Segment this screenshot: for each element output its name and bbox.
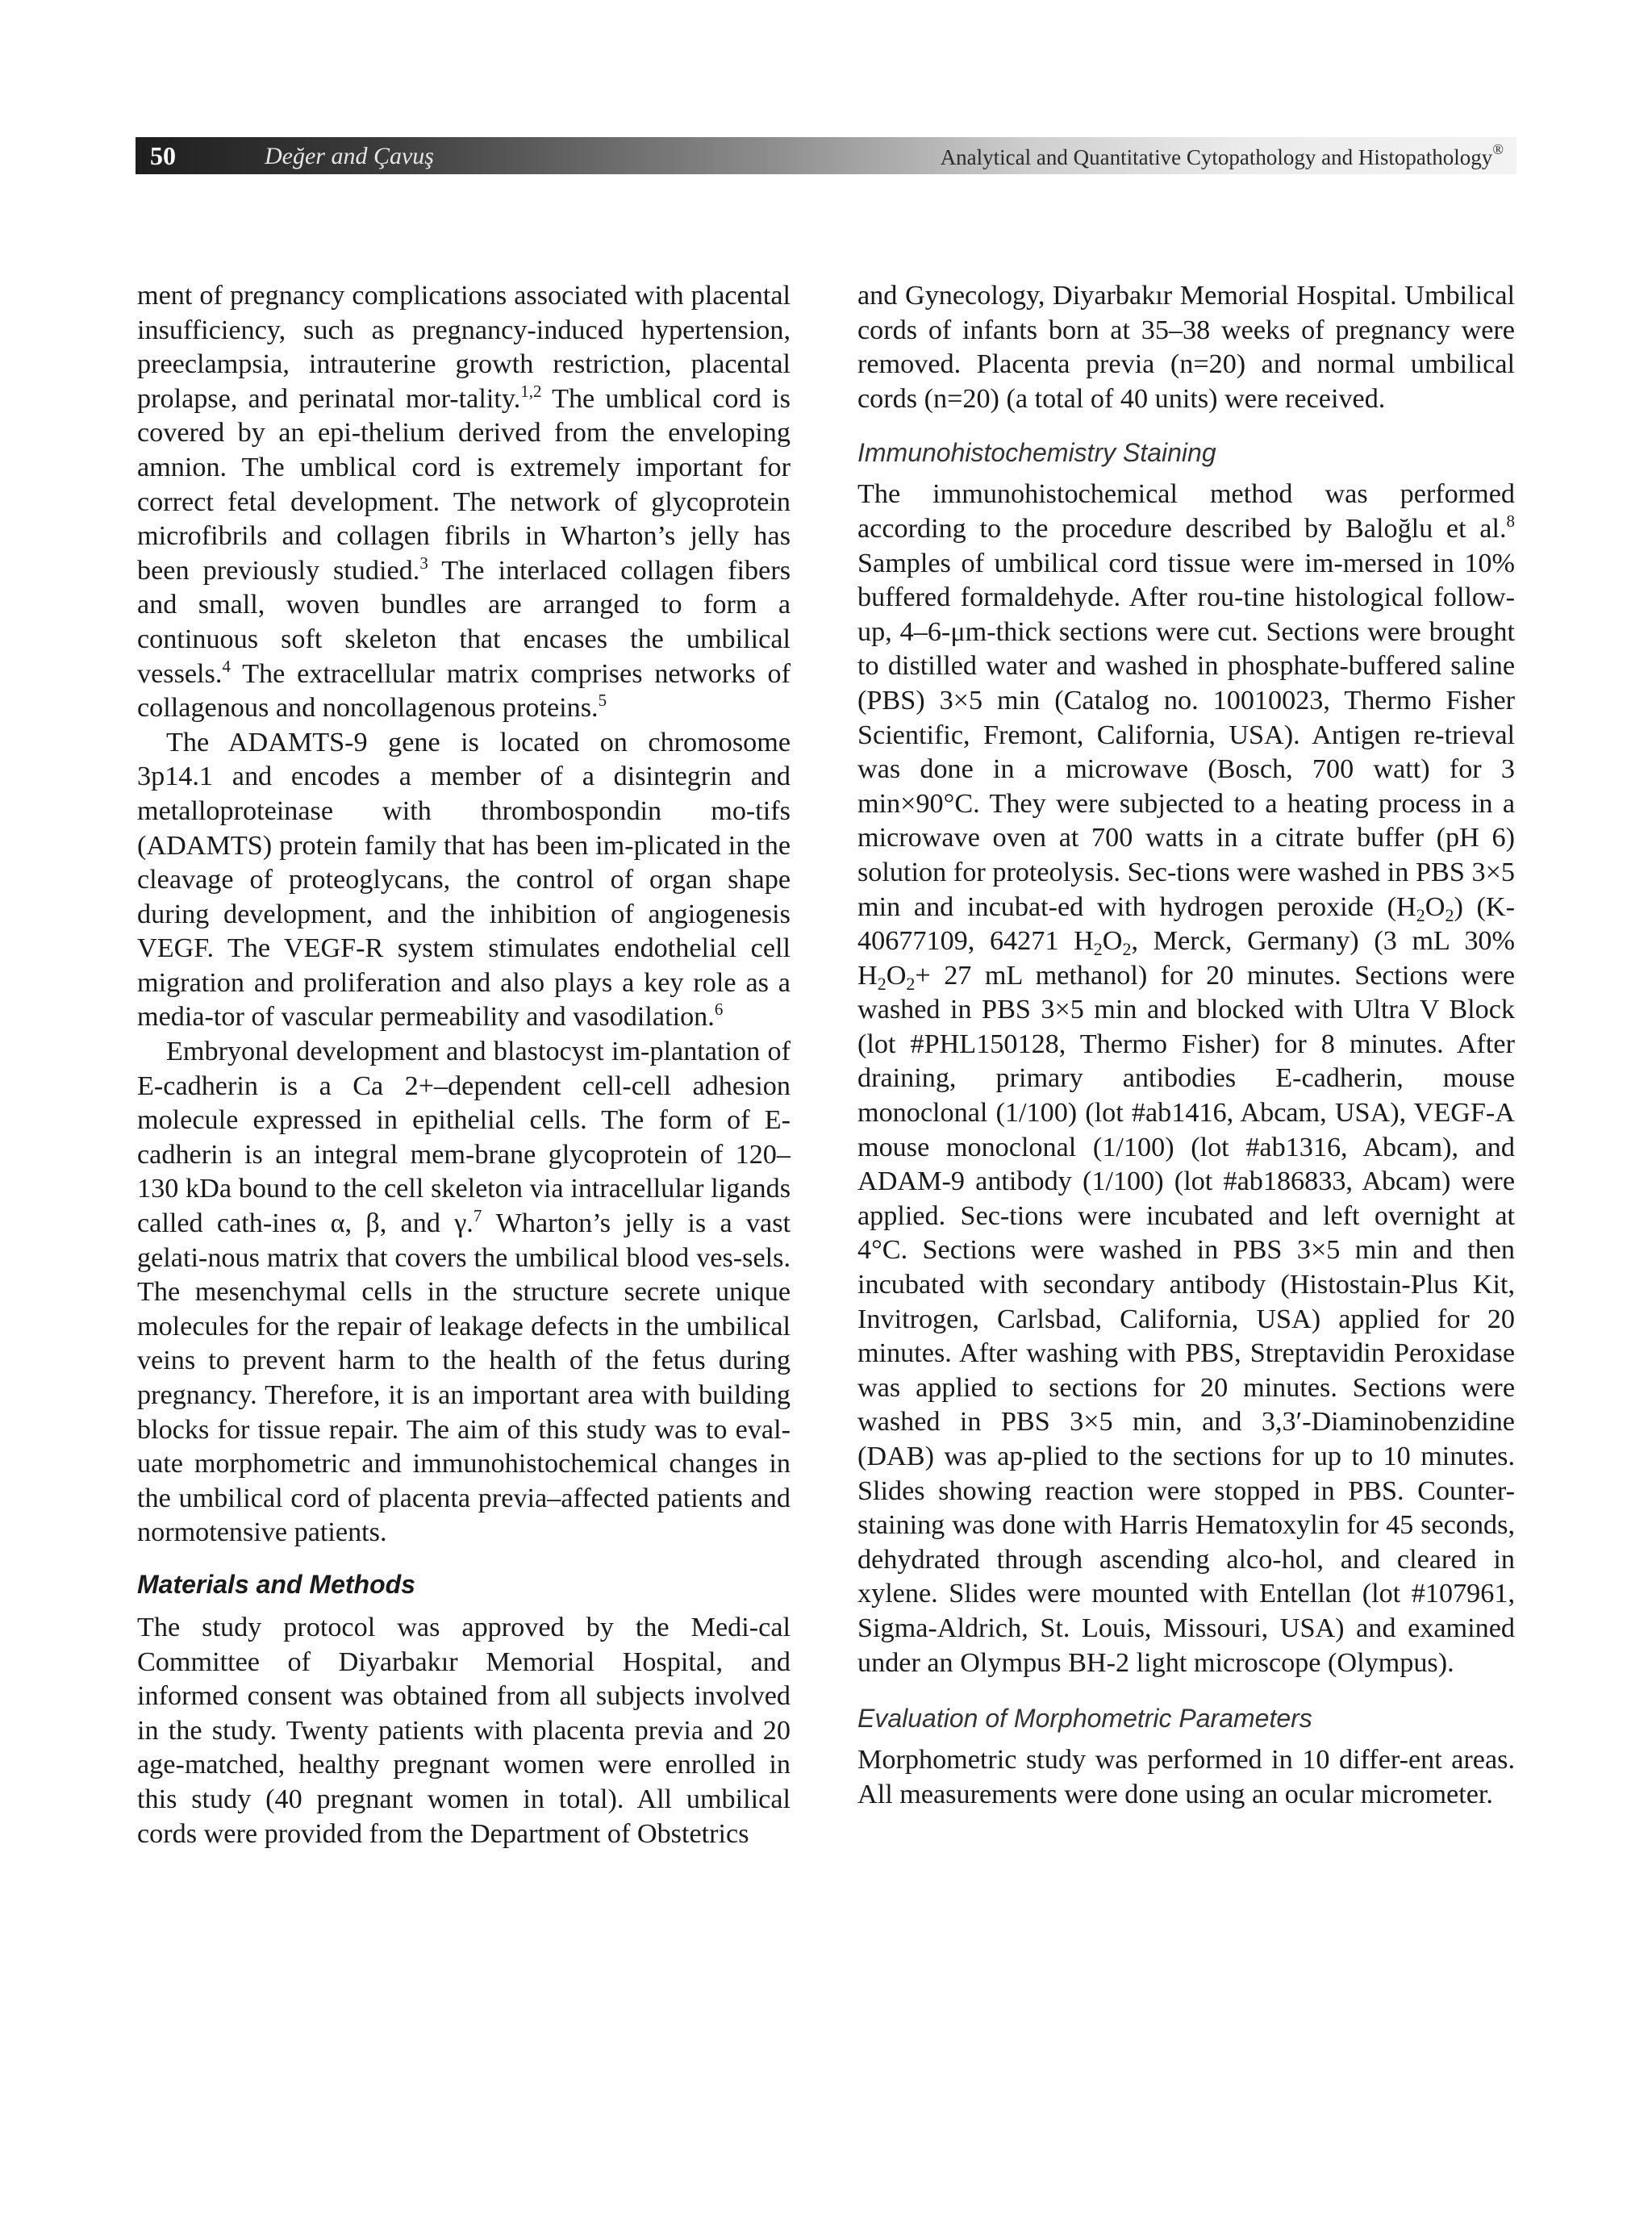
text-run: , Merck, Germany) (3 mL 30% H bbox=[857, 926, 1515, 991]
citation: 8 bbox=[1506, 511, 1515, 531]
subheading-ihc: Immunohistochemistry Staining bbox=[857, 438, 1216, 468]
subscript: 2 bbox=[877, 973, 886, 994]
text-run: The immunohistochemical method was performed according to the procedure described by Baloğlu et al. bbox=[857, 479, 1515, 544]
text-run: O bbox=[886, 960, 907, 991]
morphometric-paragraph: Morphometric study was performed in 10 differ-ent areas. All measurements were done using an ocular micrometer. bbox=[857, 1745, 1515, 1809]
journal-name: Analytical and Quantitative Cytopathology and Histopathology bbox=[940, 145, 1493, 169]
right-column bbox=[857, 279, 1515, 1812]
registered-mark: ® bbox=[1492, 141, 1504, 157]
running-header bbox=[136, 137, 1516, 174]
methods-paragraph-2: and Gynecology, Diyarbakır Memorial Hospital. Umbilical cords of infants born at 35–38 weeks of pregnancy were removed. Placenta previa (n=20) and normal umbilical cords (n=20) (a total of 40 units) were received. bbox=[857, 281, 1515, 414]
ihc-paragraph bbox=[857, 478, 1515, 1680]
text-run: The umblical cord is covered by an epi-thelium derived from the enveloping amnion. The umblical cord is extremely important for correct fetal development. The network of glycoprotein microfibrils and collagen fibrils in Wharton’s jelly has been previously studied. bbox=[137, 383, 791, 586]
subscript: 2 bbox=[1122, 939, 1132, 960]
text-run: Wharton’s jelly is a vast gelati-nous matrix that covers the umbilical blood ves-sels. The mesenchymal cells in the structure secrete unique molecules for the repair of leakage defects in the umbilical veins to prevent harm to the health of the fetus during pregnancy. Therefore, it is an important area with building blocks for tissue repair. The aim of this study was to eval-uate morphometric and immunohistochemical changes in the umbilical cord of placenta previa–affected patients and normotensive patients. bbox=[137, 1208, 791, 1548]
subscript: 2 bbox=[906, 973, 916, 994]
citation: 4 bbox=[222, 656, 231, 676]
citation: 5 bbox=[598, 691, 607, 711]
citation: 1,2 bbox=[520, 381, 542, 401]
text-run: The extracellular matrix comprises networks of collagenous and noncollagenous proteins. bbox=[137, 658, 791, 724]
text-run: The ADAMTS-9 gene is located on chromosome 3p14.1 and encodes a member of a disintegrin and metalloproteinase with thrombospondin mo-tifs (ADAMTS) protein family that has been im-plicated in the cleavage of proteoglycans, the control of organ shape during development, and the inhibition of angiogenesis VEGF. The VEGF-R system stimulates endothelial cell migration and proliferation and also plays a key role as a media-tor of vascular permeability and vasodilation. bbox=[137, 727, 791, 1033]
journal-title bbox=[941, 142, 1504, 173]
text-run: ment of pregnancy complications associated with placental insufficiency, such as pregnancy-induced hypertension, preeclampsia, intrauterine growth restriction, placental prolapse, and perinatal mor-tality. bbox=[137, 281, 791, 414]
subscript: 2 bbox=[1416, 904, 1425, 925]
text-run: ) (K-40677109, 64271 H bbox=[857, 891, 1516, 957]
subscript: 2 bbox=[1093, 939, 1103, 960]
text-run: + 27 mL methanol) for 20 minutes. Sections were washed in PBS 3×5 min and blocked with Ultra V Block (lot #PHL150128, Thermo Fisher) for 8 minutes. After draining, primary antibodies E-cadherin, mouse monoclonal (1/100) (lot #ab1416, Abcam, USA), VEGF-A mouse monoclonal (1/100) (lot #ab1316, Abcam), and ADAM-9 antibody (1/100) (lot #ab186833, Abcam) were applied. Sec-tions were incubated and left overnight at 4°C. Sections were washed in PBS 3×5 min and then incubated with secondary antibody (Histostain-Plus Kit, Invitrogen, Carlsbad, California, USA) applied for 20 minutes. After washing with PBS, Streptavidin Peroxidase was applied to sections for 20 minutes. Sections were washed in PBS 3×5 min, and 3,3′-Diaminobenzidine (DAB) was ap-plied to the sections for up to 10 minutes. Slides showing reaction were stopped in PBS. Counter-staining was done with Harris Hematoxylin for 45 seconds, dehydrated through ascending alco-hol, and cleared in xylene. Slides were mounted with Entellan (lot #107961, Sigma-Aldrich, St. Louis, Missouri, USA) and examined under an Olympus BH-2 light microscope (Olympus). bbox=[857, 960, 1515, 1678]
methods-paragraph-1: The study protocol was approved by the Medi-cal Committee of Diyarbakır Memorial Hospital, and informed consent was obtained from all subjects involved in the study. Twenty patients with placenta previa and 20 age-matched, healthy pregnant women were enrolled in this study (40 pregnant women in total). All umbilical cords were provided from the Department of Obstetrics bbox=[137, 1612, 791, 1849]
text-run: O bbox=[1425, 891, 1446, 922]
subscript: 2 bbox=[1445, 904, 1454, 925]
citation: 7 bbox=[473, 1206, 482, 1226]
running-authors: Değer and Çavuş bbox=[265, 143, 434, 169]
section-heading-methods: Materials and Methods bbox=[137, 1569, 415, 1599]
intro-paragraph-1 bbox=[137, 279, 791, 726]
left-column bbox=[137, 279, 791, 1851]
intro-paragraph-2 bbox=[137, 726, 791, 1035]
citation: 3 bbox=[419, 553, 428, 573]
subheading-morphometric: Evaluation of Morphometric Parameters bbox=[857, 1704, 1312, 1734]
citation: 6 bbox=[714, 999, 724, 1020]
text-run: Embryonal development and blastocyst im-plantation of E-cadherin is a Ca 2+–dependent cell-cell adhesion molecule expressed in epithelial cells. The form of E-cadherin is an integral mem-brane glycoprotein of 120–130 kDa bound to the cell skeleton via intracellular ligands called cath-ines α, β, and γ. bbox=[137, 1037, 791, 1239]
page-number: 50 bbox=[150, 141, 176, 170]
text-run: Samples of umbilical cord tissue were im-mersed in 10% buffered formaldehyde. After rou-tine histological follow-up, 4–6-μm-thick sections were cut. Sections were brought to distilled water and washed in phosphate-buffered saline (PBS) 3×5 min (Catalog no. 10010023, Thermo Fisher Scientific, Fremont, California, USA). Antigen re-trieval was done in a microwave (Bosch, 700 watt) for 3 min×90°C. They were subjected to a heating process in a microwave oven at 700 watts in a citrate buffer (pH 6) solution for proteolysis. Sec-tions were washed in PBS 3×5 min and incubat-ed with hydrogen peroxide (H bbox=[857, 548, 1515, 922]
text-run: O bbox=[1102, 926, 1123, 957]
intro-paragraph-3 bbox=[137, 1035, 791, 1550]
text-run: The interlaced collagen fibers and small, woven bundles are arranged to form a continuous soft skeleton that encases the umbilical vessels. bbox=[137, 555, 791, 689]
